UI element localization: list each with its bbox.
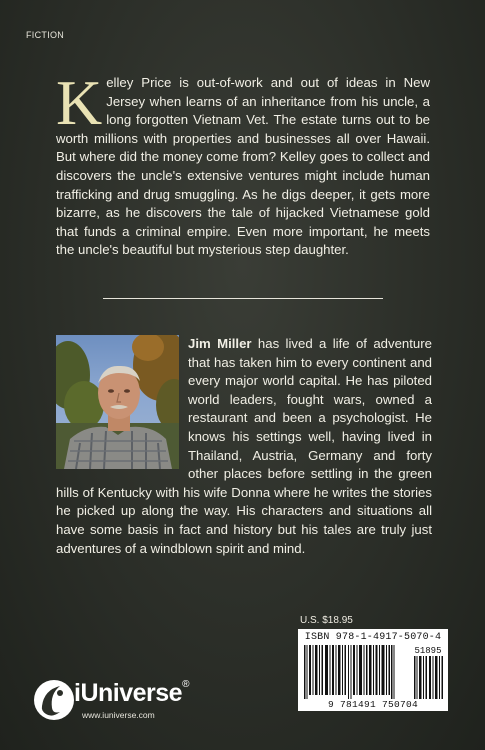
price-label: U.S. $18.95 xyxy=(300,615,353,626)
bio-text: has lived a life of adventure that has taken him to every continent and every major world capital. He has piloted world leaders, fought wars, owned a restaurant and been a psychologist. He knows his settings well, having lived in Thailand, Austria, Germany and forty other places before settling in the green hills of Kentucky with his wife Donna where he writes the stories he picked up along the way. His characters and situations all have some basis in fact and history but his tales are truly just adventures of a windblown spirit and mind. xyxy=(56,336,432,556)
blurb-text: elley Price is out-of-work and out of ideas in New Jersey when learns of an inheritance from his uncle, a long forgotten Vietnam Vet. The estate turns out to be worth millions with properties and businesses all over Hawaii. But where did the money come from? Kelley goes to collect and discovers the uncle's extensive ventures might include human trafficking and drug smuggling. As he digs deeper, it gets more bizarre, as he discovers the tale of hijacked Vietnamese gold that funds a criminal empire. Even more important, he meets the uncle's beautiful but mysterious step daughter. xyxy=(56,75,430,258)
publisher-logo[interactable] xyxy=(32,678,222,722)
divider xyxy=(103,298,383,299)
author-photo xyxy=(56,335,179,469)
author-photo-image xyxy=(56,335,179,469)
author-bio xyxy=(56,335,432,558)
publisher-name: iUniverse® xyxy=(74,679,189,707)
genre-label: FICTION xyxy=(26,30,65,40)
isbn-text: ISBN 978-1-4917-5070-4 xyxy=(304,632,442,643)
publisher-url[interactable]: www.iuniverse.com xyxy=(82,710,155,720)
iuniverse-swirl-icon xyxy=(32,678,76,722)
barcode xyxy=(298,629,448,711)
book-blurb xyxy=(56,67,430,260)
author-name: Jim Miller xyxy=(188,336,252,351)
price-code: 51895 xyxy=(414,646,442,656)
drop-cap: K xyxy=(56,67,103,138)
ean-digits: 9 781491 750704 xyxy=(327,699,418,710)
